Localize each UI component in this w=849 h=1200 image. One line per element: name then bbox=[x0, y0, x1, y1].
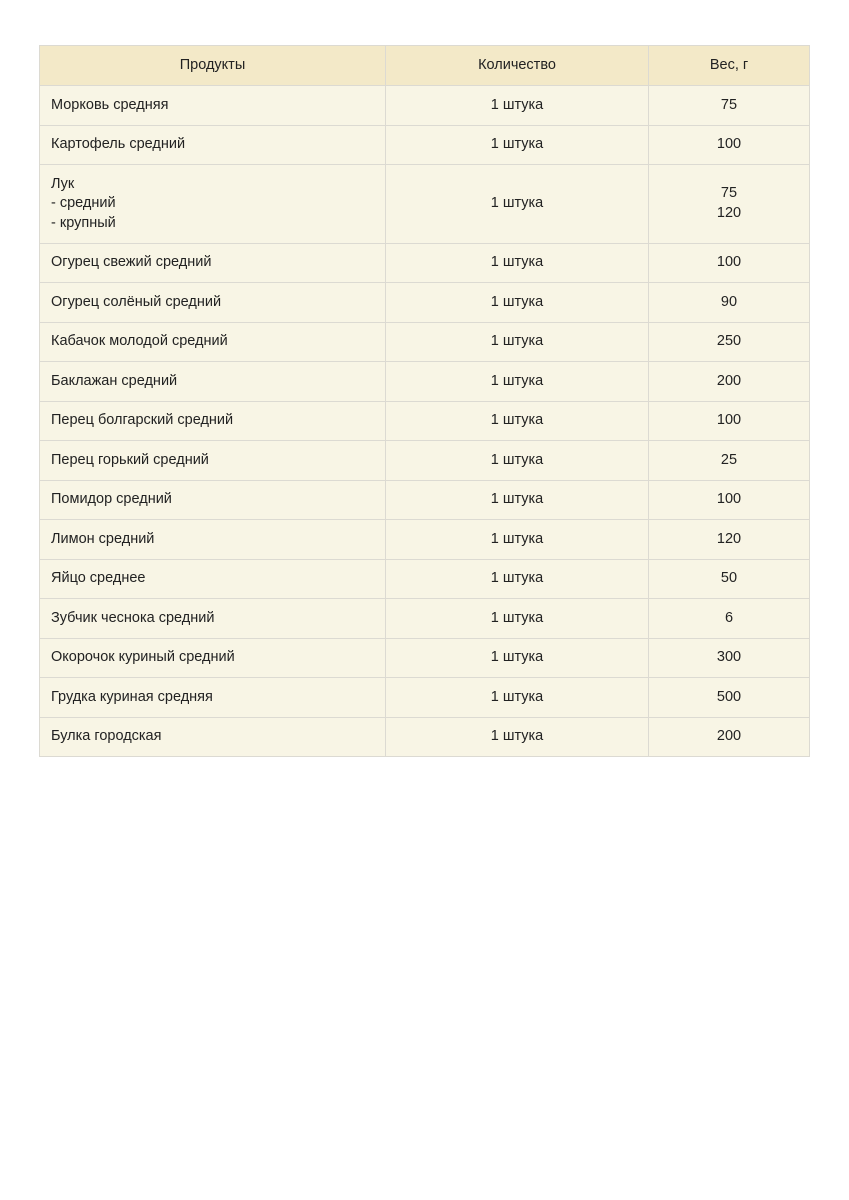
product-name-cell bbox=[40, 520, 386, 560]
weight-line: 120 bbox=[716, 204, 742, 221]
weight-line: 100 bbox=[716, 491, 742, 507]
table-row bbox=[40, 362, 810, 402]
quantity-cell: 1 штука bbox=[386, 125, 649, 165]
quantity-cell: 1 штука bbox=[386, 401, 649, 441]
quantity-cell: 1 штука bbox=[386, 86, 649, 126]
weight-line: 200 bbox=[716, 372, 742, 389]
weight-line: 250 bbox=[716, 333, 742, 349]
quantity-cell: 1 штука bbox=[386, 599, 649, 639]
table-row bbox=[40, 520, 810, 560]
weight-line: 100 bbox=[716, 136, 742, 152]
weight-line: 75 bbox=[720, 96, 738, 113]
product-name-line: Картофель средний bbox=[51, 136, 186, 152]
product-name-line: Морковь средняя bbox=[51, 96, 169, 113]
product-name-line: Огурец свежий средний bbox=[51, 254, 212, 270]
table-row bbox=[40, 638, 810, 678]
product-name-line: Грудка куриная средняя bbox=[51, 688, 213, 705]
quantity-cell: 1 штука bbox=[386, 243, 649, 283]
table-header-row bbox=[40, 46, 810, 86]
weight-line: 90 bbox=[720, 293, 738, 310]
product-name-line: Огурец солёный средний bbox=[51, 293, 222, 310]
table-row bbox=[40, 125, 810, 165]
weight-line: 50 bbox=[720, 570, 738, 586]
table-row bbox=[40, 717, 810, 757]
quantity-cell: 1 штука bbox=[386, 480, 649, 520]
weight-cell bbox=[649, 165, 810, 244]
weight-cell bbox=[649, 638, 810, 678]
product-name-line: Яйцо среднее bbox=[51, 570, 146, 586]
table-row bbox=[40, 283, 810, 323]
weight-cell bbox=[649, 480, 810, 520]
product-name-cell bbox=[40, 165, 386, 244]
table-row bbox=[40, 678, 810, 718]
quantity-cell: 1 штука bbox=[386, 678, 649, 718]
product-name-line: Булка городская bbox=[51, 728, 162, 744]
product-name-cell bbox=[40, 401, 386, 441]
table-row bbox=[40, 480, 810, 520]
weight-cell bbox=[649, 401, 810, 441]
weight-cell bbox=[649, 599, 810, 639]
quantity-cell: 1 штука bbox=[386, 559, 649, 599]
product-name-cell bbox=[40, 283, 386, 323]
quantity-cell: 1 штука bbox=[386, 165, 649, 244]
product-name-line: Перец болгарский средний bbox=[51, 412, 234, 428]
product-name-cell bbox=[40, 441, 386, 481]
quantity-cell: 1 штука bbox=[386, 322, 649, 362]
weight-line: 500 bbox=[716, 688, 742, 705]
quantity-cell: 1 штука bbox=[386, 638, 649, 678]
weight-line: 300 bbox=[716, 649, 742, 665]
weight-line: 200 bbox=[716, 728, 742, 744]
weight-cell bbox=[649, 678, 810, 718]
product-name-cell bbox=[40, 559, 386, 599]
weight-cell bbox=[649, 362, 810, 402]
quantity-cell: 1 штука bbox=[386, 520, 649, 560]
product-name-cell bbox=[40, 125, 386, 165]
weight-line: 100 bbox=[716, 412, 742, 428]
product-name-line: - средний bbox=[51, 195, 116, 211]
weight-cell bbox=[649, 322, 810, 362]
table-row bbox=[40, 599, 810, 639]
weight-line: 25 bbox=[720, 451, 738, 468]
table-row bbox=[40, 165, 810, 244]
product-name-cell bbox=[40, 599, 386, 639]
product-name-cell bbox=[40, 638, 386, 678]
weight-line: 120 bbox=[716, 530, 742, 547]
product-name-line: Перец горький средний bbox=[51, 451, 209, 468]
weight-line: 6 bbox=[724, 609, 734, 626]
product-name-line: Баклажан средний bbox=[51, 372, 178, 389]
weight-cell bbox=[649, 283, 810, 323]
quantity-cell: 1 штука bbox=[386, 717, 649, 757]
header-products: Продукты bbox=[40, 46, 386, 86]
product-name-cell bbox=[40, 86, 386, 126]
product-name-line: Окорочок куриный средний bbox=[51, 649, 235, 665]
table-row bbox=[40, 441, 810, 481]
table-body bbox=[40, 86, 810, 757]
product-name-line: Зубчик чеснока средний bbox=[51, 609, 215, 626]
table-header bbox=[40, 46, 810, 86]
product-name-line: Помидор средний bbox=[51, 491, 172, 507]
quantity-cell: 1 штука bbox=[386, 441, 649, 481]
product-name-line: Лук bbox=[51, 175, 75, 192]
weight-line: 75 bbox=[720, 185, 738, 202]
table-row bbox=[40, 559, 810, 599]
product-name-cell bbox=[40, 362, 386, 402]
product-name-cell bbox=[40, 678, 386, 718]
weight-cell bbox=[649, 717, 810, 757]
weight-cell bbox=[649, 520, 810, 560]
product-name-cell bbox=[40, 480, 386, 520]
product-name-cell bbox=[40, 717, 386, 757]
product-weight-table bbox=[39, 45, 810, 757]
table-row bbox=[40, 86, 810, 126]
weight-line: 100 bbox=[716, 254, 742, 270]
table-row bbox=[40, 401, 810, 441]
weight-cell bbox=[649, 86, 810, 126]
weight-cell bbox=[649, 559, 810, 599]
header-weight: Вес, г bbox=[649, 46, 810, 86]
product-name-cell bbox=[40, 322, 386, 362]
product-name-line: Лимон средний bbox=[51, 530, 155, 547]
quantity-cell: 1 штука bbox=[386, 362, 649, 402]
table-row bbox=[40, 243, 810, 283]
weight-cell bbox=[649, 243, 810, 283]
header-quantity: Количество bbox=[386, 46, 649, 86]
weight-cell bbox=[649, 441, 810, 481]
product-name-line: Кабачок молодой средний bbox=[51, 333, 228, 349]
quantity-cell: 1 штука bbox=[386, 283, 649, 323]
weight-cell bbox=[649, 125, 810, 165]
table-row bbox=[40, 322, 810, 362]
product-name-cell bbox=[40, 243, 386, 283]
product-name-line: - крупный bbox=[51, 214, 116, 231]
